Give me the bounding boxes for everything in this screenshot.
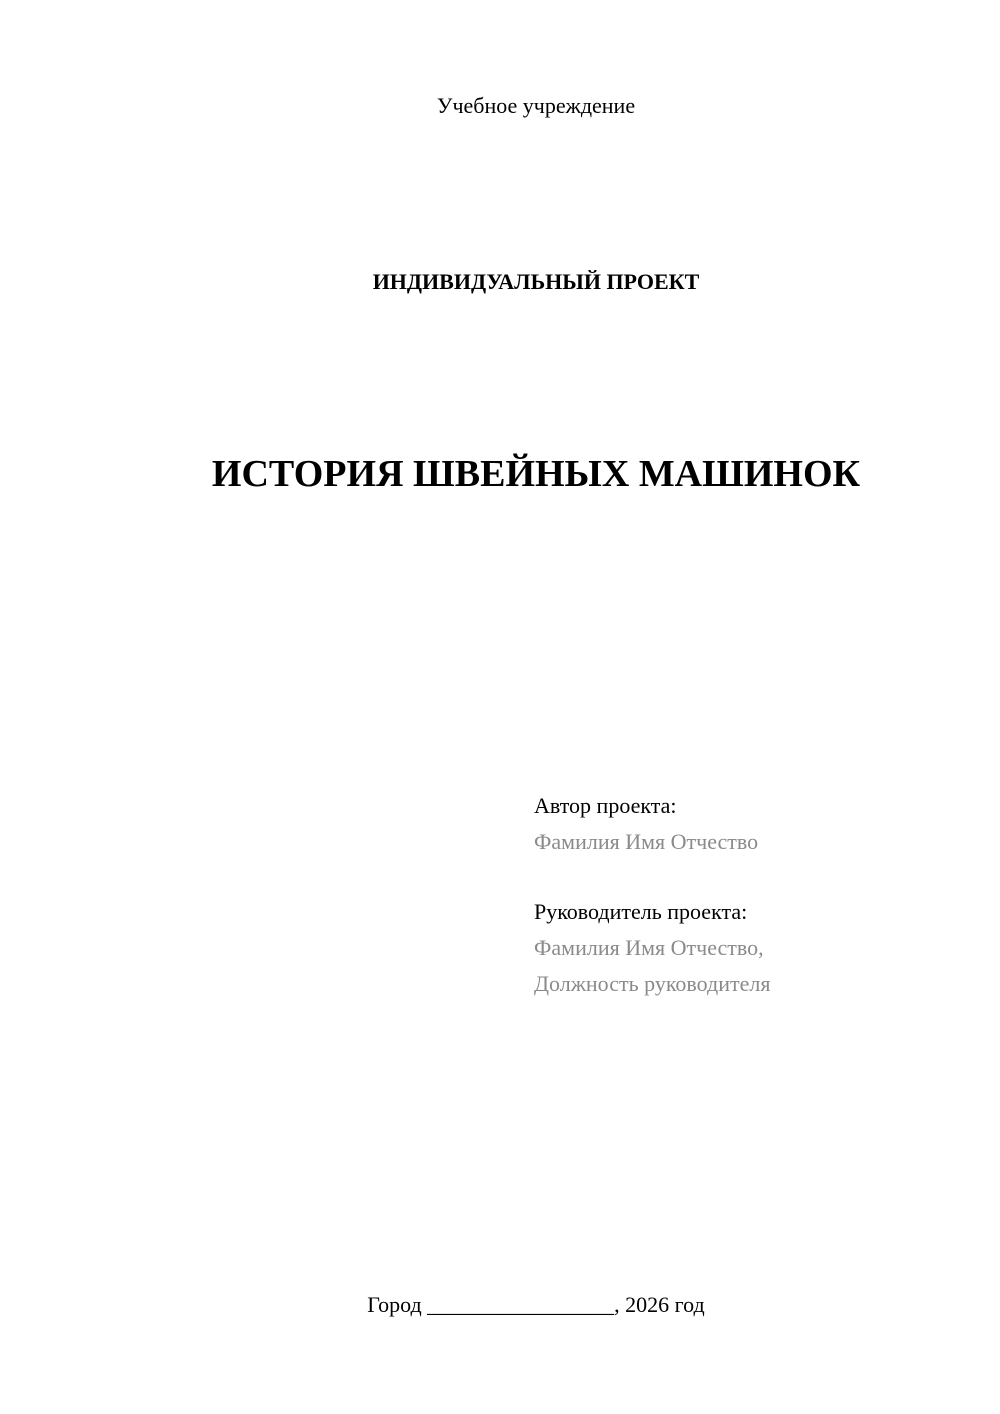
city-year-footer: Город _________________, 2026 год: [367, 1292, 705, 1317]
author-name: Фамилия Имя Отчество: [534, 829, 759, 854]
supervisor-label: Руководитель проекта:: [534, 899, 748, 924]
institution-name: Учебное учреждение: [436, 93, 636, 118]
author-label: Автор проекта:: [534, 793, 677, 818]
info-spacer: [534, 860, 974, 894]
project-info-block: [534, 788, 974, 1002]
project-title: ИСТОРИЯ ШВЕЙНЫХ МАШИНОК: [211, 453, 861, 495]
supervisor-position: Должность руководителя: [534, 971, 771, 996]
project-type-heading: ИНДИВИДУАЛЬНЫЙ ПРОЕКТ: [372, 269, 700, 294]
supervisor-name: Фамилия Имя Отчество,: [534, 935, 764, 960]
